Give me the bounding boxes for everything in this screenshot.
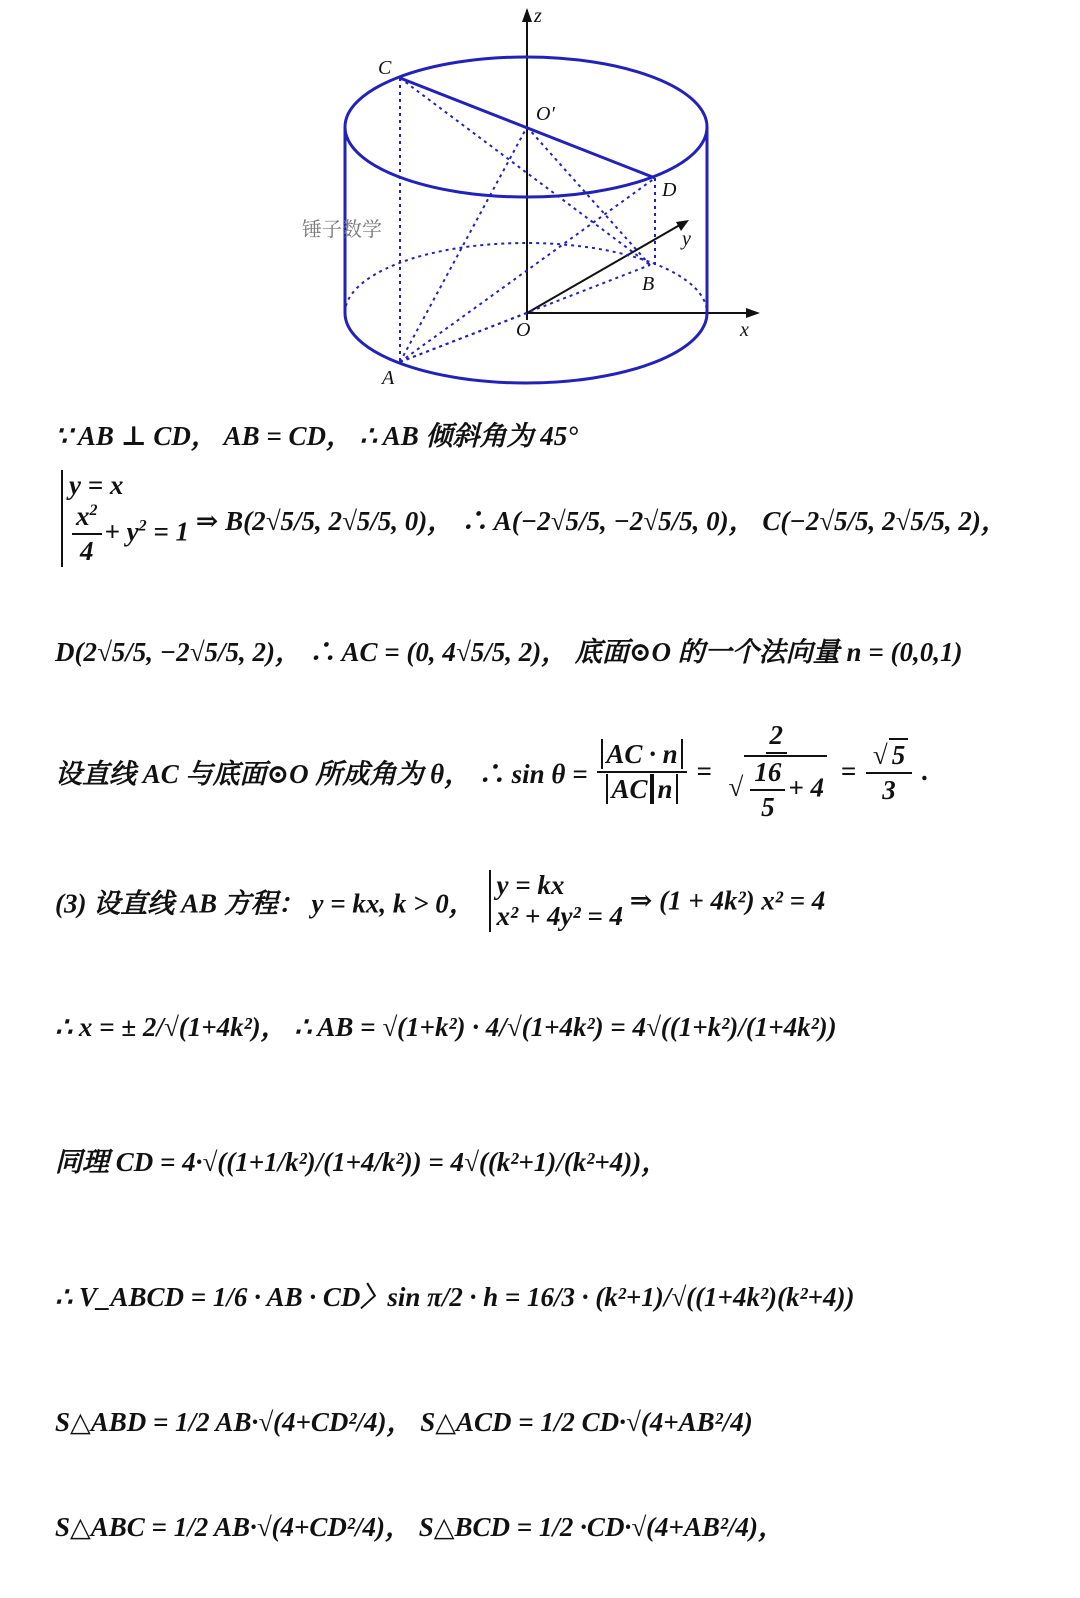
line-5: (3) 设直线 AB 方程： y = kx, k > 0， y = kx x² + 4y² = 4 ⇒ (1 + 4k²) x² = 4	[55, 870, 826, 931]
system-1: y = x $\frac{x^2}{4}$ + $y^2 = 1$	[61, 470, 189, 567]
label-C: C	[378, 57, 392, 79]
label-x: x	[740, 319, 749, 341]
line-1: ∵ AB ⊥ CD， AB = CD， ∴ AB 倾斜角为 45°	[55, 421, 579, 451]
system-2: y = kx x² + 4y² = 4	[489, 870, 623, 932]
cylinder-figure	[290, 0, 790, 400]
line-3: D(2√5/5, −2√5/5, 2)， ∴ AC = (0, 4√5/5, 2)， 底面⊙O 的一个法向量 n = (0,0,1)	[55, 637, 963, 667]
label-O-prime: O′	[536, 103, 555, 125]
line-9: S△ABD = 1/2 AB·√(4+CD²/4)， S△ACD = 1/2 CD·√(4+AB²/4)	[55, 1407, 753, 1437]
line-10: S△ABC = 1/2 AB·√(4+CD²/4)， S△BCD = 1/2 ·CD·√(4+AB²/4)，	[55, 1512, 785, 1542]
label-y: y	[682, 228, 691, 250]
watermark: 锤子数学	[302, 217, 382, 241]
label-B: B	[642, 273, 655, 295]
line-6: ∴ x = ± 2/√(1+4k²)， ∴ AB = √(1+k²) · 4/√(1+4k²) = 4√((1+k²)/(1+4k²))	[55, 1012, 837, 1042]
line-8: ∴ V_ABCD = 1/6 · AB · CD〉sin π/2 · h = 16/3 · (k²+1)/√((1+4k²)(k²+4))	[55, 1282, 855, 1312]
label-D: D	[662, 179, 677, 201]
line-2-rest: ⇒ B(2√5/5, 2√5/5, 0)， ∴ A(−2√5/5, −2√5/5, 0)， C(−2√5/5, 2√5/5, 2)，	[195, 506, 1008, 537]
label-z: z	[534, 5, 542, 27]
line-2	[55, 470, 1008, 567]
label-A: A	[382, 367, 395, 389]
line-7: 同理 CD = 4·√((1+1/k²)/(1+4/k²)) = 4√((k²+1)/(k²+4))，	[55, 1147, 669, 1177]
line-4: 设直线 AC 与底面⊙O 所成角为 θ， ∴ sin θ = $\frac{AC \cdot n}{\text{AC n}}$ = 2 √ $\frac{16}{5}$ + 4 = $\frac{√ 5}{3}$ .	[55, 720, 929, 823]
label-O: O	[516, 319, 531, 341]
